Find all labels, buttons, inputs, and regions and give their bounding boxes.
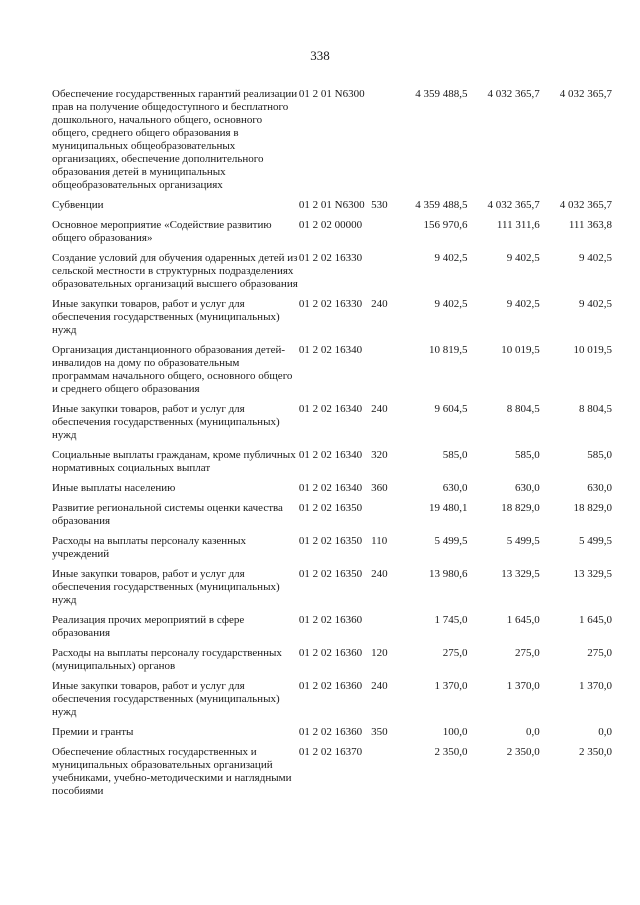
budget-code-cell: 01 2 02 16350 <box>298 535 363 547</box>
amount-year1-cell: 9 402,5 <box>434 298 468 310</box>
amount-year1-cell: 19 480,1 <box>428 502 468 514</box>
amount-year2-cell: 9 402,5 <box>506 298 540 310</box>
amount-year1-cell: 13 980,6 <box>428 568 468 580</box>
budget-code-cell: 01 2 02 16340 <box>298 403 363 415</box>
amount-year2-cell: 630,0 <box>514 482 540 494</box>
amount-year3-cell: 8 804,5 <box>579 403 612 415</box>
amount-year2-cell: 4 032 365,7 <box>487 88 540 100</box>
table-row <box>52 746 612 805</box>
amount-year1-cell: 9 604,5 <box>434 403 468 415</box>
table-row <box>52 199 612 219</box>
table-row <box>52 252 612 298</box>
expense-name-cell: Расходы на выплаты персоналу казенных учреждений <box>52 535 246 560</box>
amount-year1-cell: 275,0 <box>442 647 468 659</box>
table-row <box>52 88 612 199</box>
amount-year1-cell: 156 970,6 <box>423 219 468 231</box>
budget-code-cell: 01 2 02 16360 <box>298 647 363 659</box>
budget-table <box>52 88 612 805</box>
expense-name-cell: Социальные выплаты гражданам, кроме публичных нормативных социальных выплат <box>52 449 296 474</box>
expense-name-cell: Иные закупки товаров, работ и услуг для обеспечения государственных (муниципальных) нужд <box>52 298 280 336</box>
amount-year3-cell: 0,0 <box>598 726 612 738</box>
table-row <box>52 502 612 535</box>
amount-year2-cell: 1 645,0 <box>506 614 540 626</box>
amount-year3-cell: 630,0 <box>587 482 612 494</box>
expense-type-cell: 110 <box>371 535 388 547</box>
budget-code-cell: 01 2 02 16350 <box>298 502 363 514</box>
table-row <box>52 680 612 726</box>
amount-year1-cell: 10 819,5 <box>428 344 468 356</box>
table-row <box>52 614 612 647</box>
expense-name-cell: Премии и гранты <box>52 726 134 738</box>
amount-year2-cell: 0,0 <box>525 726 540 738</box>
amount-year2-cell: 18 829,0 <box>501 502 540 514</box>
table-body <box>52 88 612 805</box>
budget-code-cell: 01 2 02 16360 <box>298 726 363 738</box>
expense-type-cell <box>371 614 395 647</box>
amount-year3-cell: 275,0 <box>587 647 612 659</box>
budget-code-cell: 01 2 02 16340 <box>298 449 363 461</box>
budget-code-cell: 01 2 01 N6300 <box>298 199 365 211</box>
table-row <box>52 726 612 746</box>
page-number: 338 <box>310 48 330 63</box>
expense-type-cell <box>371 502 395 535</box>
amount-year2-cell: 13 329,5 <box>501 568 540 580</box>
expense-name-cell: Реализация прочих мероприятий в сфере образования <box>52 614 245 639</box>
expense-type-cell: 240 <box>371 680 388 692</box>
amount-year2-cell: 10 019,5 <box>501 344 540 356</box>
amount-year1-cell: 585,0 <box>442 449 468 461</box>
table-row <box>52 449 612 482</box>
budget-code-cell: 01 2 02 16330 <box>298 298 363 310</box>
amount-year3-cell: 10 019,5 <box>573 344 612 356</box>
expense-type-cell: 240 <box>371 568 388 580</box>
amount-year3-cell: 4 032 365,7 <box>559 199 612 211</box>
amount-year3-cell: 18 829,0 <box>573 502 612 514</box>
amount-year3-cell: 585,0 <box>587 449 612 461</box>
expense-name-cell: Организация дистанционного образования детей-инвалидов на дому по образовательным программам начального общего, основного общего и среднего общего образования <box>52 344 293 395</box>
amount-year1-cell: 5 499,5 <box>434 535 468 547</box>
amount-year3-cell: 13 329,5 <box>573 568 612 580</box>
amount-year2-cell: 5 499,5 <box>506 535 540 547</box>
amount-year2-cell: 275,0 <box>514 647 540 659</box>
expense-type-cell: 120 <box>371 647 388 659</box>
expense-type-cell <box>371 746 395 805</box>
amount-year3-cell: 9 402,5 <box>579 252 612 264</box>
table-row <box>52 344 612 403</box>
amount-year3-cell: 5 499,5 <box>579 535 612 547</box>
amount-year3-cell: 1 645,0 <box>579 614 612 626</box>
table-row <box>52 298 612 344</box>
budget-code-cell: 01 2 02 16340 <box>298 482 363 494</box>
expense-type-cell: 350 <box>371 726 388 738</box>
expense-type-cell: 240 <box>371 298 388 310</box>
amount-year2-cell: 8 804,5 <box>506 403 540 415</box>
amount-year1-cell: 2 350,0 <box>434 746 468 758</box>
budget-code-cell: 01 2 02 16360 <box>298 614 363 626</box>
budget-code-cell: 01 2 01 N6300 <box>298 88 365 100</box>
expense-name-cell: Иные закупки товаров, работ и услуг для обеспечения государственных (муниципальных) нужд <box>52 403 280 441</box>
budget-code-cell: 01 2 02 16350 <box>298 568 363 580</box>
expense-name-cell: Создание условий для обучения одаренных детей из сельской местности в структурных подразделениях образовательных организаций высшего образования <box>52 252 298 290</box>
expense-name-cell: Субвенции <box>52 199 104 211</box>
amount-year1-cell: 4 359 488,5 <box>415 199 468 211</box>
budget-code-cell: 01 2 02 16330 <box>298 252 363 264</box>
amount-year3-cell: 111 363,8 <box>568 219 612 231</box>
amount-year3-cell: 9 402,5 <box>579 298 612 310</box>
expense-name-cell: Основное мероприятие «Содействие развитию общего образования» <box>52 219 272 244</box>
amount-year1-cell: 9 402,5 <box>434 252 468 264</box>
budget-code-cell: 01 2 02 16360 <box>298 680 363 692</box>
amount-year2-cell: 1 370,0 <box>506 680 540 692</box>
amount-year2-cell: 9 402,5 <box>506 252 540 264</box>
expense-name-cell: Иные выплаты населению <box>52 482 176 494</box>
expense-type-cell: 320 <box>371 449 388 461</box>
amount-year2-cell: 4 032 365,7 <box>487 199 540 211</box>
expense-type-cell <box>371 344 395 403</box>
amount-year3-cell: 2 350,0 <box>579 746 612 758</box>
table-row <box>52 535 612 568</box>
amount-year2-cell: 2 350,0 <box>506 746 540 758</box>
budget-code-cell: 01 2 02 00000 <box>298 219 363 231</box>
expense-name-cell: Иные закупки товаров, работ и услуг для обеспечения государственных (муниципальных) нужд <box>52 568 280 606</box>
amount-year1-cell: 630,0 <box>442 482 468 494</box>
amount-year2-cell: 585,0 <box>514 449 540 461</box>
amount-year2-cell: 111 311,6 <box>496 219 540 231</box>
expense-name-cell: Развитие региональной системы оценки качества образования <box>52 502 283 527</box>
expense-name-cell: Расходы на выплаты персоналу государственных (муниципальных) органов <box>52 647 282 672</box>
expense-name-cell: Обеспечение областных государственных и муниципальных образовательных организаций учебниками, учебно-методическими и наглядными пособиями <box>52 746 292 797</box>
expense-type-cell: 360 <box>371 482 388 494</box>
expense-name-cell: Обеспечение государственных гарантий реализации прав на получение общедоступного и бесплатного дошкольного, начального общего, основного общего, среднего общего образования в муниципальных общеобразовательных организациях, обеспечение дополнительного образования детей в муниципальных общеобразовательных организациях <box>52 88 298 191</box>
expense-type-cell: 240 <box>371 403 388 415</box>
amount-year3-cell: 1 370,0 <box>579 680 612 692</box>
expense-type-cell <box>371 88 395 199</box>
amount-year3-cell: 4 032 365,7 <box>559 88 612 100</box>
budget-code-cell: 01 2 02 16340 <box>298 344 363 356</box>
budget-code-cell: 01 2 02 16370 <box>298 746 363 758</box>
table-row <box>52 647 612 680</box>
table-row <box>52 482 612 502</box>
expense-type-cell <box>371 252 395 298</box>
amount-year1-cell: 1 370,0 <box>434 680 468 692</box>
table-row <box>52 403 612 449</box>
expense-type-cell <box>371 219 395 252</box>
expense-name-cell: Иные закупки товаров, работ и услуг для обеспечения государственных (муниципальных) нужд <box>52 680 280 718</box>
table-row <box>52 568 612 614</box>
amount-year1-cell: 100,0 <box>442 726 468 738</box>
table-row <box>52 219 612 252</box>
amount-year1-cell: 1 745,0 <box>434 614 468 626</box>
expense-type-cell: 530 <box>371 199 388 211</box>
amount-year1-cell: 4 359 488,5 <box>415 88 468 100</box>
